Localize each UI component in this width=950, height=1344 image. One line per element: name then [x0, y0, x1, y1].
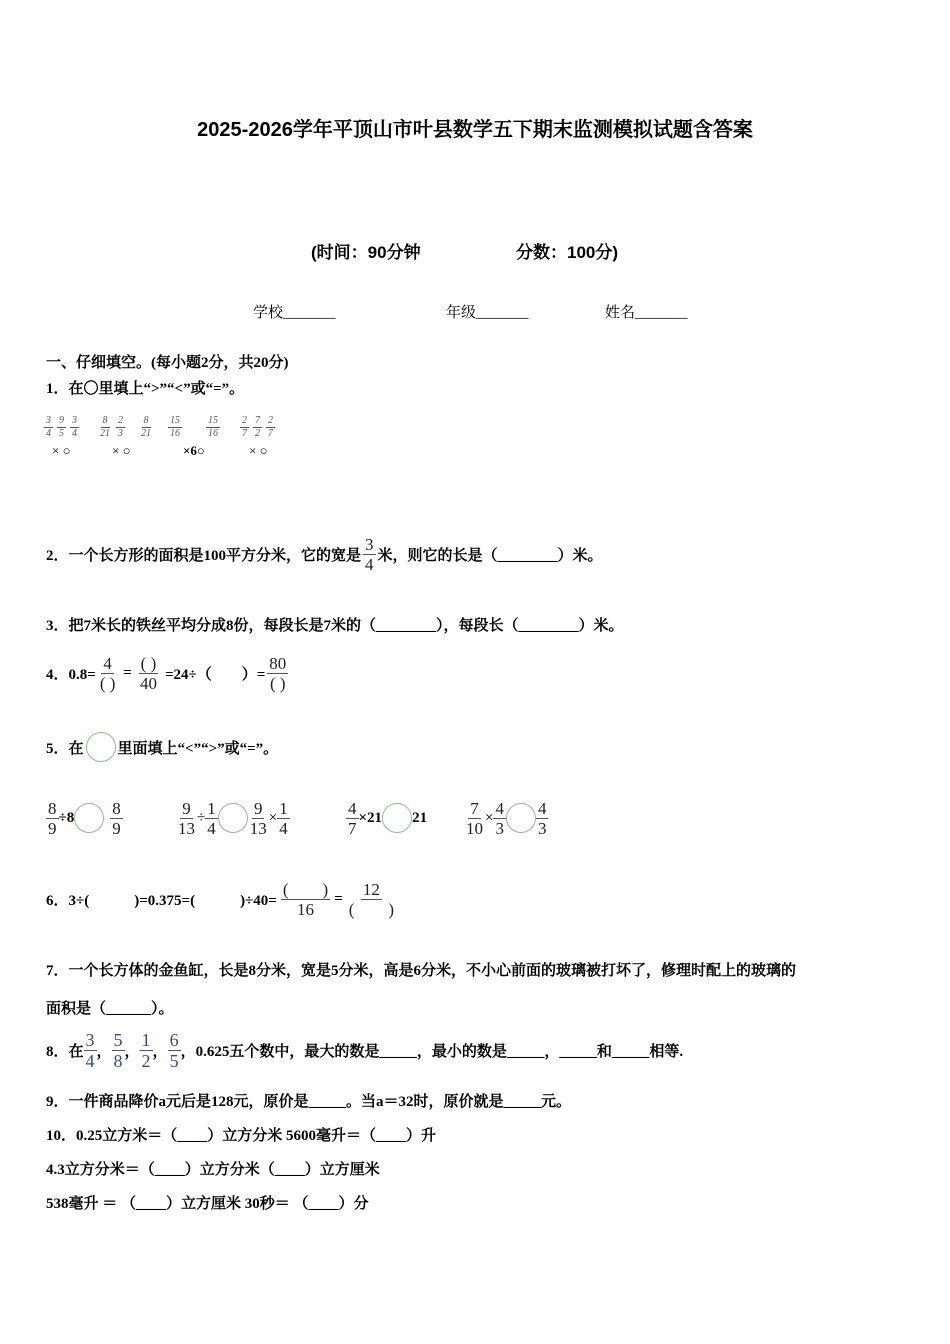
fraction: $\frac{1}{4}$ — [279, 798, 288, 838]
page-title: 2025-2026学年平顶山市叶县数学五下期末监测模拟试题含答案 — [197, 119, 753, 141]
fraction: $\frac{4}{3}$ — [495, 798, 504, 838]
fraction: $\frac{15}{16}$ — [208, 415, 218, 439]
fraction: $\frac{3}{4}$ — [85, 1029, 95, 1071]
fraction: $\frac{2}{7}$ — [268, 415, 273, 439]
q1-group-3 — [168, 416, 220, 439]
fraction: $\frac{3}{4}$ — [72, 415, 77, 439]
fraction: $\frac{7}{10}$ — [466, 798, 483, 838]
q1-group-1 — [44, 416, 79, 439]
fraction: $\frac{1}{2}$ — [141, 1029, 151, 1071]
fraction: $\frac{3}{4}$ — [365, 534, 374, 574]
fraction: $\frac{8}{9}$ — [48, 798, 57, 838]
q1-group-2 — [98, 416, 153, 439]
section-heading: 一、仔细填空。(每小题2分，共20分) — [46, 355, 289, 371]
question-10-line-3: 538毫升 ＝ （____）立方厘米 30秒＝ （____）分 — [46, 1196, 369, 1212]
fraction: $\frac{9}{5}$ — [59, 415, 64, 439]
question-5: 5．在 里面填上“<”“>”或“=”。 — [46, 730, 278, 764]
grade-field: 年级_______ — [446, 305, 529, 321]
compare-circle-icon[interactable] — [382, 803, 412, 833]
fraction: $\frac{5}{8}$ — [113, 1029, 123, 1071]
name-field: 姓名_______ — [605, 305, 688, 321]
fraction: $\frac{( )}{16}$ — [282, 879, 329, 919]
q5-expression-2: $\frac{9}{13}$ ÷ $\frac{1}{4}$ $\frac{9}{13}$ × $\frac{1}{4}$ — [178, 798, 288, 838]
q1-group-4 — [240, 416, 275, 439]
fraction: $\frac{3}{4}$ — [46, 415, 51, 439]
exam-time: (时间：90分钟 — [311, 243, 421, 262]
compare-circle-icon[interactable] — [86, 732, 116, 762]
question-8: 8．在 $\frac{3}{4}$ ， $\frac{5}{8}$ ， $\frac{1}{2}$ ， $\frac{6}{5}$ ，0.625五个数中，最大的数是_____，最小的数是_____，_____和_____相等. — [46, 1029, 684, 1071]
fraction: $\frac{2}{7}$ — [242, 415, 247, 439]
question-2: 2．一个长方形的面积是100平方分米，它的宽是 $\frac{3}{4}$ 米，则它的长是（________）米。 — [46, 534, 603, 574]
fraction: $\frac{80}{( )}$ — [269, 653, 287, 693]
question-3: 3．把7米长的铁丝平均分成8份，每段长是7米的（________），每段长（________）米。 — [46, 618, 624, 634]
q5-expression-4: $\frac{7}{10}$ × $\frac{4}{3}$ $\frac{4}{3}$ — [466, 798, 547, 838]
compare-circle-icon[interactable] — [74, 803, 104, 833]
q5-expression-1: $\frac{8}{9}$ ÷8 $\frac{8}{9}$ — [48, 798, 121, 838]
fraction: $\frac{4}{3}$ — [537, 798, 547, 838]
question-10-line-2: 4.3立方分米＝（____）立方分米（____）立方厘米 — [46, 1162, 380, 1178]
q1-group-1-label: × ○ — [52, 443, 71, 458]
question-7-line-2: 面积是（______）。 — [46, 1001, 174, 1017]
fraction: $\frac{2}{3}$ — [118, 415, 123, 439]
fraction: $\frac{4}{7}$ — [348, 798, 357, 838]
fraction: $\frac{8}{21}$ — [141, 415, 151, 439]
fraction: $\frac{8}{21}$ — [100, 415, 110, 439]
q1-group-2-label: × ○ — [112, 443, 131, 458]
question-10-line-1: 10．0.25立方米＝（____）立方分米 5600毫升＝（____）升 — [46, 1128, 437, 1144]
question-4: 4．0.8= $\frac{4}{( )}$ = $\frac{( )}{40}$ =24÷（ ）= $\frac{80}{( )}$ — [46, 653, 287, 693]
fraction: $\frac{9}{13}$ — [249, 798, 267, 838]
fraction: $\frac{6}{5}$ — [169, 1029, 179, 1071]
exam-score: 分数：100分) — [516, 243, 619, 262]
question-6: 6．3÷( )=0.375=( )÷40= $\frac{( )}{16}$ = $\frac{12}{( )}$ — [46, 879, 395, 919]
compare-circle-icon[interactable] — [218, 803, 248, 833]
fraction: $\frac{1}{4}$ — [207, 798, 216, 838]
q1-group-3-label: ×6○ — [183, 443, 205, 458]
fraction: $\frac{12}{( )}$ — [348, 879, 395, 919]
school-field: 学校_______ — [253, 305, 336, 321]
question-9: 9．一件商品降价a元后是128元，原价是_____。当a＝32时，原价就是_____元。 — [46, 1094, 572, 1110]
question-7-line-1: 7．一个长方体的金鱼缸，长是8分米，宽是5分米，高是6分米，不小心前面的玻璃被打坏了，修理时配上的玻璃的 — [46, 963, 797, 979]
fraction: $\frac{15}{16}$ — [170, 415, 180, 439]
fraction: $\frac{7}{2}$ — [255, 415, 260, 439]
fraction: $\frac{8}{9}$ — [112, 798, 121, 838]
compare-circle-icon[interactable] — [506, 803, 536, 833]
question-1: 1．在〇里填上“>”“<”或“=”。 — [46, 381, 245, 397]
fraction: $\frac{9}{13}$ — [178, 798, 195, 838]
q5-expression-3: $\frac{4}{7}$ ×21 21 — [348, 798, 428, 838]
q1-group-4-label: × ○ — [249, 443, 268, 458]
fraction: $\frac{4}{( )}$ — [99, 653, 116, 693]
fraction: $\frac{( )}{40}$ — [139, 653, 157, 693]
